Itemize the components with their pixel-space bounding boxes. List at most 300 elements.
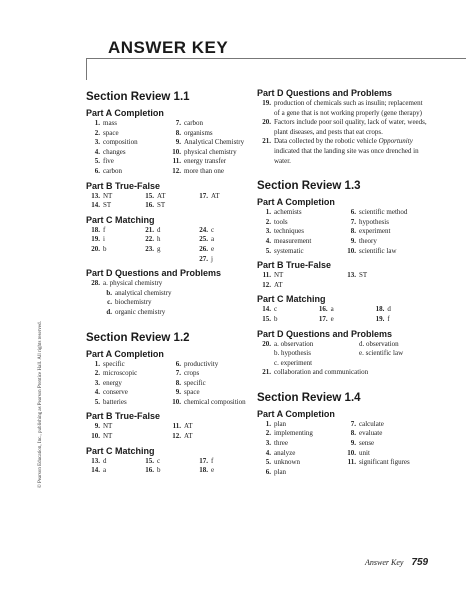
answer-text: b [274, 314, 278, 323]
answer-number: 6. [175, 359, 181, 368]
answer-item [86, 129, 167, 139]
answer-text: NT [103, 191, 113, 200]
header-frame-horizontal [86, 58, 466, 59]
answer-grid [257, 340, 427, 378]
answer-number: 21. [145, 225, 154, 234]
answer-item [167, 360, 248, 370]
answer-item [167, 398, 248, 408]
answer-item [342, 281, 427, 291]
answer-text: e. scientific law [359, 349, 404, 358]
answer-item [342, 429, 427, 439]
answer-row [86, 398, 248, 408]
answer-item [86, 138, 167, 148]
answer-item [342, 449, 427, 459]
answer-text: evaluate [359, 429, 383, 438]
answer-row [257, 420, 427, 430]
answer-text: a. physical chemistry [103, 279, 163, 288]
answer-text: collaboration and communication [274, 368, 369, 377]
answer-grid [86, 119, 248, 177]
answer-item [86, 422, 167, 432]
answer-item [342, 340, 427, 350]
answer-grid [257, 271, 427, 290]
answer-number: 4. [265, 448, 271, 457]
answer-number: 7. [350, 419, 356, 428]
answer-number: 17. [199, 456, 208, 465]
answer-row [257, 281, 427, 291]
answer-item [257, 439, 342, 449]
answer-item [167, 119, 248, 129]
answer-text: e [210, 244, 215, 253]
answer-item [86, 379, 167, 389]
answer-item [342, 227, 427, 237]
answer-item [86, 388, 167, 398]
answer-row [257, 218, 427, 228]
answer-text: physical chemistry [184, 147, 237, 156]
answer-text: chemical composition [184, 397, 246, 406]
answer-row [86, 245, 248, 255]
answer-number: 5. [94, 157, 100, 166]
answer-number: 2. [94, 128, 100, 137]
part-d-heading: Part D Questions and Problems [257, 88, 393, 98]
sub-letter: c. [107, 298, 112, 307]
header-frame-vertical [86, 58, 87, 80]
answer-text: f [103, 225, 106, 234]
answer-number: 9. [175, 388, 181, 397]
answer-item [86, 360, 167, 370]
answer-number: 23. [145, 244, 154, 253]
answer-number: 8. [350, 227, 356, 236]
answer-item [257, 420, 342, 430]
answer-text: d [156, 225, 161, 234]
answer-number: 13. [347, 271, 356, 280]
answer-item [342, 349, 427, 359]
answer-row [86, 432, 248, 442]
answer-item [167, 129, 248, 139]
answer-item [86, 432, 167, 442]
answer-grid [86, 192, 248, 211]
answer-row [86, 138, 248, 148]
answer-item [257, 218, 342, 228]
answer-number: 25. [199, 235, 208, 244]
answer-number: 7. [175, 369, 181, 378]
answer-item [167, 379, 248, 389]
answer-item [86, 369, 167, 379]
answer-item [257, 468, 342, 478]
answer-text-pre: Data collected by the robotic vehicle [274, 137, 379, 146]
answer-number: 9. [350, 439, 356, 448]
answer-number: 19. [375, 314, 385, 323]
answer-text: batteries [103, 397, 127, 406]
page-title: ANSWER KEY [108, 38, 229, 57]
answer-text: Analytical Chemistry [184, 138, 245, 147]
sub-letter: b. [106, 288, 112, 297]
answer-item [257, 271, 342, 281]
part-a-heading: Part A Completion [86, 348, 164, 359]
answer-grid [86, 457, 248, 476]
answer-item [194, 255, 248, 265]
answer-row [86, 235, 248, 245]
answer-number: 1. [265, 208, 271, 217]
answer-number: 10. [172, 147, 181, 156]
answer-item [140, 255, 194, 265]
answer-text: energy transfer [184, 157, 227, 166]
answer-item [342, 271, 427, 281]
answer-text: a. observation [274, 339, 314, 348]
sub-text: analytical chemistry [115, 288, 172, 297]
answer-text: calculate [359, 419, 384, 428]
answer-item [194, 226, 248, 236]
answer-text: composition [103, 138, 138, 147]
answer-number: 12. [172, 166, 181, 175]
answer-item [342, 439, 427, 449]
answer-item [257, 137, 427, 166]
answer-text: space [103, 128, 119, 137]
right-column [257, 88, 427, 477]
answer-text: e [210, 466, 215, 475]
answer-item [342, 458, 427, 468]
answer-item [257, 305, 314, 315]
answer-number: 1. [94, 359, 100, 368]
answer-item [370, 315, 427, 325]
answer-row [257, 368, 427, 378]
answer-text: measurement [274, 236, 312, 245]
answer-number: 2. [265, 217, 271, 226]
answer-text: experiment [359, 227, 391, 236]
answer-text: AT [184, 432, 193, 441]
answer-number: 11. [347, 458, 356, 467]
answer-text: d. observation [359, 339, 399, 348]
answer-text: achemists [274, 208, 302, 217]
answer-text: plan [274, 467, 287, 476]
answer-text: organisms [184, 128, 213, 137]
answer-item [86, 201, 140, 211]
answer-text: plan [274, 419, 287, 428]
answer-text: a [210, 235, 215, 244]
answer-number: 26. [199, 244, 208, 253]
answer-item [167, 148, 248, 158]
answer-number: 10. [347, 448, 356, 457]
answer-text: b. hypothesis [274, 349, 311, 358]
answer-text: c [274, 305, 278, 314]
answer-item [140, 457, 194, 467]
answer-text: space [184, 388, 200, 397]
answer-number: 13. [91, 191, 100, 200]
answer-item [140, 245, 194, 255]
answer-number: 2. [94, 369, 100, 378]
answer-item [370, 305, 427, 315]
answer-grid [86, 226, 248, 264]
answer-number: 11. [262, 271, 271, 280]
answer-item [342, 359, 427, 369]
answer-row [257, 429, 427, 439]
answer-item [86, 167, 167, 177]
answer-item [194, 235, 248, 245]
answer-row [86, 360, 248, 370]
answer-item [167, 432, 248, 442]
answer-item [140, 201, 194, 211]
answer-number: 12. [262, 280, 271, 289]
answer-row [86, 422, 248, 432]
answer-item [86, 255, 140, 265]
answer-text: AT [156, 191, 166, 200]
answer-number: 10. [347, 246, 356, 255]
answer-item [86, 457, 140, 467]
answer-row [86, 148, 248, 158]
answer-row [86, 255, 248, 265]
answer-number: 10. [91, 432, 100, 441]
part-c-heading: Part C Matching [86, 445, 155, 456]
answer-item [342, 208, 427, 218]
answer-number: 10. [172, 397, 181, 406]
answer-item [342, 420, 427, 430]
answer-row [86, 226, 248, 236]
answer-text: analyze [274, 448, 296, 457]
answer-text: five [103, 157, 114, 166]
answer-row [257, 305, 427, 315]
answer-item [194, 466, 248, 476]
answer-text: ST [103, 201, 112, 210]
answer-item [194, 201, 248, 211]
answer-number: 7. [175, 119, 181, 127]
section-title-1-2: Section Review 1.2 [86, 331, 190, 344]
answer-item [167, 369, 248, 379]
answer-number: 3. [265, 227, 271, 236]
answer-text: NT [103, 422, 113, 431]
sub-answer [86, 298, 248, 308]
answer-number: 9. [94, 422, 100, 431]
answer-row [86, 466, 248, 476]
answer-row [86, 119, 248, 129]
answer-item [194, 457, 248, 467]
answer-text: specific [103, 359, 125, 368]
answer-number: 6. [265, 467, 271, 476]
sub-letter: d. [106, 307, 112, 316]
answer-text: c [210, 225, 215, 234]
answer-item [167, 388, 248, 398]
answer-item [257, 458, 342, 468]
answer-number: 3. [265, 439, 271, 448]
answer-text: NT [274, 271, 284, 280]
answer-item [86, 398, 167, 408]
answer-number: 9. [175, 138, 181, 147]
answer-row [257, 449, 427, 459]
answer-number: 6. [94, 166, 100, 175]
answer-number: 4. [94, 388, 100, 397]
answer-item [86, 192, 140, 202]
answer-item [342, 247, 427, 257]
answer-number: 11. [172, 157, 181, 166]
answer-item [167, 422, 248, 432]
answer-text: a [103, 466, 107, 475]
answer-number: 15. [145, 456, 154, 465]
answer-row [257, 227, 427, 237]
answer-text: unit [359, 448, 370, 457]
answer-text: b [156, 466, 161, 475]
answer-text: i [103, 235, 105, 244]
page-footer [365, 557, 428, 568]
answer-text: implementing [274, 429, 313, 438]
footer-label: Answer Key [365, 558, 404, 567]
answer-number: 14. [91, 466, 100, 475]
sub-text: biochemistry [115, 298, 152, 307]
answer-text: unknown [274, 458, 301, 467]
answer-item [86, 466, 140, 476]
answer-number: 1. [265, 419, 271, 428]
answer-item [257, 237, 342, 247]
answer-item [342, 218, 427, 228]
part-a-heading: Part A Completion [86, 108, 164, 118]
answer-item [86, 148, 167, 158]
answer-grid [86, 422, 248, 441]
answer-item [257, 429, 342, 439]
answer-text: mass [103, 119, 117, 127]
answer-row [86, 201, 248, 211]
answer-number: 24. [199, 225, 208, 234]
answer-row [257, 315, 427, 325]
answer-item [194, 245, 248, 255]
copyright-notice: © Pearson Education, Inc., publishing as Pearson Prentice Hall. All rights reserved. [38, 321, 43, 488]
answer-item [86, 226, 140, 236]
answer-item [257, 368, 427, 378]
answer-text: carbon [103, 166, 123, 175]
answer-item [194, 192, 248, 202]
answer-text: techniques [274, 227, 304, 236]
answer-number: 9. [350, 236, 356, 245]
answer-number: 16. [145, 466, 154, 475]
answer-item [342, 468, 427, 478]
answer-grid [86, 360, 248, 408]
answer-number: 21. [262, 368, 271, 377]
answer-number: 18. [199, 466, 208, 475]
part-b-heading: Part B True-False [86, 180, 161, 191]
part-d-heading: Part D Questions and Problems [86, 268, 222, 279]
answer-text: AT [184, 422, 193, 431]
sub-answer [86, 289, 248, 299]
answer-number: 17. [199, 191, 208, 200]
answer-text: scientific law [359, 246, 397, 255]
answer-text: e [330, 314, 334, 323]
answer-text: c. experiment [274, 358, 313, 367]
page-number: 759 [411, 557, 429, 568]
answer-number: 8. [175, 128, 181, 137]
answer-text: productivity [184, 359, 219, 368]
answer-item [86, 235, 140, 245]
answer-row [86, 369, 248, 379]
answer-text: j [210, 254, 213, 263]
answer-text: conserve [103, 388, 128, 397]
answer-text: changes [103, 147, 126, 156]
answer-row [86, 167, 248, 177]
part-b-heading: Part B True-False [257, 260, 332, 271]
answer-text: g [156, 244, 161, 253]
answer-text: crops [184, 369, 200, 378]
part-c-heading: Part C Matching [257, 294, 326, 305]
left-column [86, 88, 248, 476]
answer-text-emphasis: Opportunity [378, 137, 413, 146]
answer-text: NT [103, 432, 113, 441]
answer-text: c [156, 456, 161, 465]
answer-number: 20. [91, 244, 100, 253]
answer-text: tools [274, 217, 288, 226]
answer-text: b [103, 244, 107, 253]
answer-item [86, 157, 167, 167]
answer-number: 14. [262, 305, 271, 314]
part-b-heading: Part B True-False [86, 411, 161, 422]
answer-item [167, 167, 248, 177]
answer-item [140, 235, 194, 245]
answer-number: 16. [318, 305, 328, 314]
answer-row [86, 192, 248, 202]
answer-row [86, 129, 248, 139]
answer-row [86, 379, 248, 389]
answer-grid [257, 305, 427, 324]
answer-number: 3. [94, 378, 100, 387]
answer-item [86, 119, 167, 129]
answer-row [257, 349, 427, 359]
answer-text: Factors include poor soil quality, lack of water, weeds, plant diseases, and pests that eat crops. [274, 118, 427, 136]
sub-text: organic chemistry [115, 307, 166, 316]
answer-number: 2. [265, 429, 271, 438]
answer-text: microscopic [103, 369, 138, 378]
answer-text: specific [184, 378, 206, 387]
answer-text: hypothesis [359, 217, 389, 226]
answer-row [257, 271, 427, 281]
answer-number: 15. [262, 314, 271, 323]
section-title-1-3: Section Review 1.3 [257, 180, 361, 193]
answer-item [257, 208, 342, 218]
answer-item [342, 237, 427, 247]
section-title-1-4: Section Review 1.4 [257, 391, 361, 404]
answer-text: sense [359, 439, 375, 448]
answer-item [257, 99, 427, 118]
answer-row [257, 237, 427, 247]
answer-item [140, 226, 194, 236]
answer-number: 19. [262, 99, 271, 107]
answer-number: 8. [175, 378, 181, 387]
answer-item [257, 227, 342, 237]
answer-number: 21. [262, 137, 271, 146]
answer-number: 18. [375, 305, 385, 314]
answer-item [314, 305, 371, 315]
answer-text: theory [359, 236, 377, 245]
answer-number: 28. [91, 279, 100, 288]
answer-number: 20. [262, 339, 271, 348]
answer-row [257, 208, 427, 218]
answer-text: energy [103, 378, 122, 387]
answer-text [274, 137, 427, 166]
answer-item [257, 118, 427, 137]
answer-text: scientific method [359, 208, 408, 217]
answer-number: 16. [145, 201, 154, 210]
answer-text: significant figures [359, 458, 410, 467]
part-d-heading: Part D Questions and Problems [257, 328, 393, 339]
answer-text: d [103, 456, 107, 465]
answer-text: carbon [184, 119, 204, 127]
answer-number: 22. [145, 235, 154, 244]
answer-row [86, 157, 248, 167]
answer-number: 17. [318, 314, 328, 323]
answer-number: 5. [265, 246, 271, 255]
answer-item [257, 315, 314, 325]
answer-item [257, 340, 342, 350]
answer-number: 20. [262, 118, 271, 127]
answer-row [257, 247, 427, 257]
answer-number: 11. [172, 422, 181, 431]
part-a-heading: Part A Completion [257, 408, 335, 419]
sub-answer [86, 308, 248, 318]
answer-number: 18. [91, 225, 100, 234]
answer-item [86, 245, 140, 255]
